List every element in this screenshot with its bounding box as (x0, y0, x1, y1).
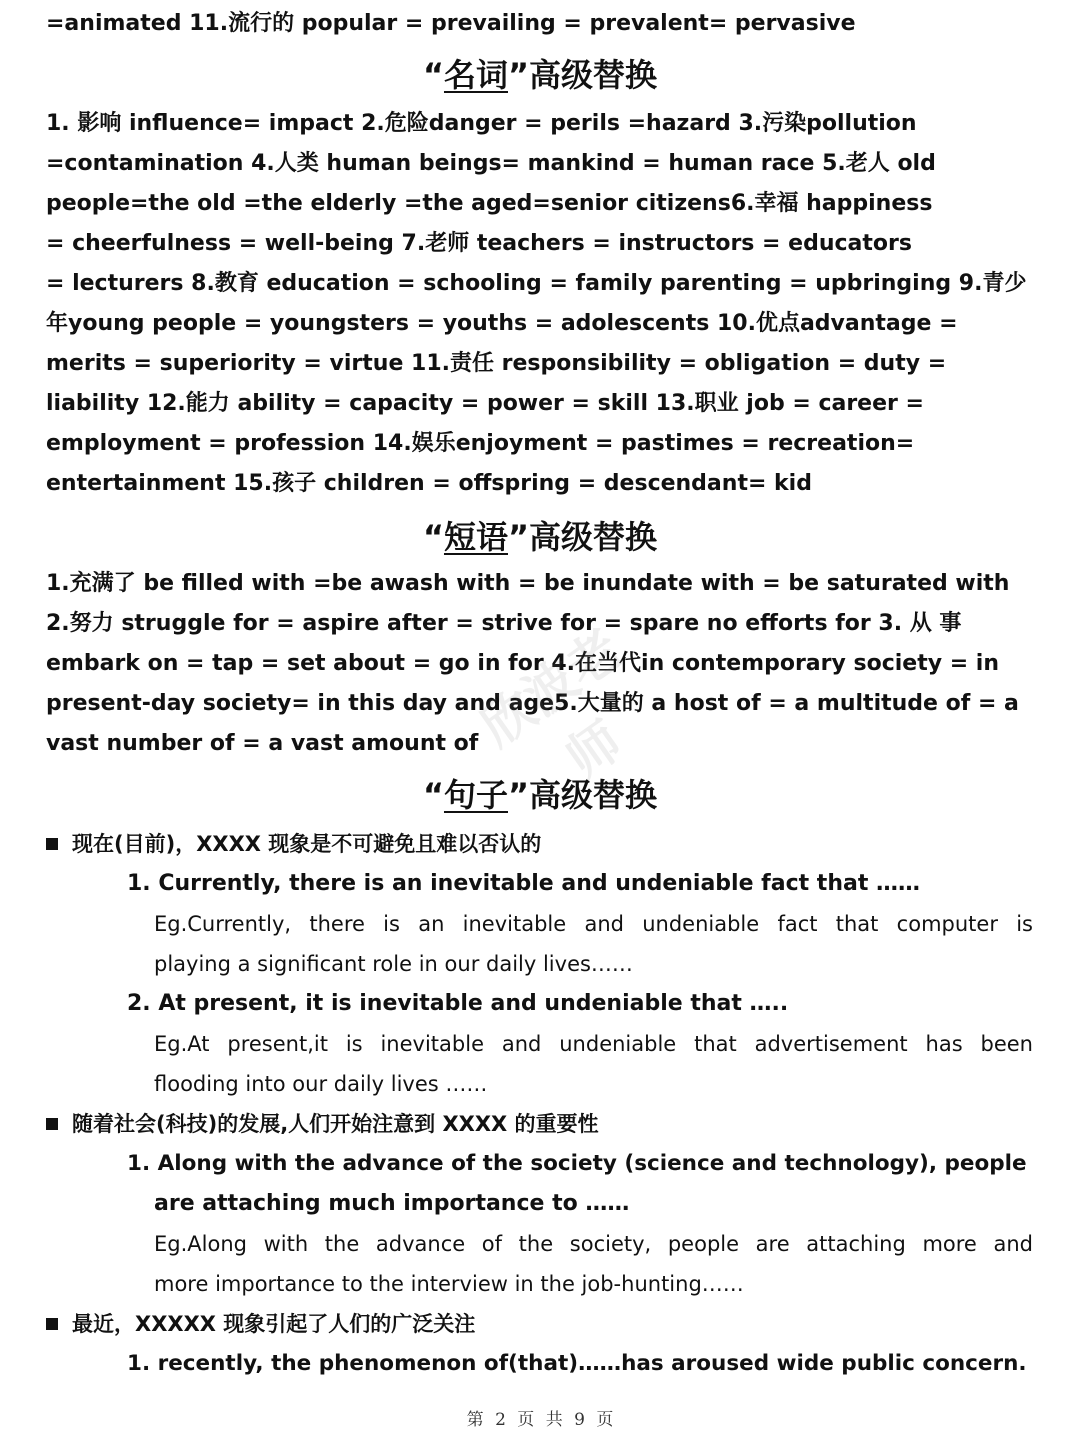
phrases-line: 1.充满了 be filled with =be awash with = be inundate with = be saturated with (46, 571, 1010, 596)
heading-quote-open: “ (422, 776, 444, 814)
phrases-heading (0, 512, 1080, 562)
sentence-pattern-continued: are attaching much importance to …… (154, 1191, 630, 1216)
nouns-line: merits = superiority = virtue 11.责任 responsibility = obligation = duty = (46, 351, 947, 376)
bullet-text: 最近，XXXXX 现象引起了人们的广泛关注 (72, 1312, 476, 1336)
nouns-heading (0, 50, 1080, 100)
square-bullet-icon (46, 838, 58, 850)
watermark-text: 欣波老师 (470, 619, 634, 790)
bullet-text: 随着社会(科技)的发展,人们开始注意到 XXXX 的重要性 (72, 1112, 599, 1136)
bullet-text: 现在(目前)，XXXX 现象是不可避免且难以否认的 (72, 832, 542, 856)
sentence-group-bullet (46, 824, 1036, 864)
example-line: playing a significant role in our daily lives…… (154, 952, 633, 976)
heading-underlined-word: 句子 (443, 776, 508, 814)
example-line: Eg.At present,it is inevitable and undeniable that advertisement has been (154, 1032, 1033, 1056)
heading-underlined-word: 名词 (443, 56, 508, 94)
phrases-line: 2.努力 struggle for = aspire after = strive for = spare no efforts for 3. 从 事 (46, 611, 962, 636)
sentence-group-bullet (46, 1104, 1036, 1144)
example-line: flooding into our daily lives …… (154, 1072, 488, 1096)
nouns-line: people=the old =the elderly =the aged=senior citizens6.幸福 happiness (46, 191, 933, 216)
sentence-pattern: 1. recently, the phenomenon of(that)……has aroused wide public concern. (127, 1351, 1027, 1376)
heading-quote-open: “ (422, 518, 444, 556)
heading-suffix: ”高级替换 (508, 776, 658, 814)
sentence-group-bullet (46, 1304, 1036, 1344)
page-footer: 第 2 页 共 9 页 (466, 1410, 614, 1430)
heading-underlined-word: 短语 (443, 518, 508, 556)
sentences-heading (0, 770, 1080, 820)
sentence-pattern: 1. Along with the advance of the society (science and technology), people (127, 1151, 1027, 1176)
nouns-line: entertainment 15.孩子 children = offspring = descendant= kid (46, 471, 812, 496)
nouns-line: liability 12.能力 ability = capacity = power = skill 13.职业 job = career = (46, 391, 924, 416)
heading-suffix: ”高级替换 (508, 56, 658, 94)
example-line: more importance to the interview in the job-hunting…… (154, 1272, 744, 1296)
phrases-line: embark on = tap = set about = go in for 4.在当代in contemporary society = in (46, 651, 1000, 676)
continued-adjectives-line: =animated 11.流行的 popular = prevailing = prevalent= pervasive (46, 11, 856, 36)
nouns-line: = cheerfulness = well-being 7.老师 teachers = instructors = educators (46, 231, 912, 256)
sentence-pattern: 1. Currently, there is an inevitable and undeniable fact that …… (127, 871, 921, 896)
phrases-line: present-day society= in this day and age5.大量的 a host of = a multitude of = a (46, 691, 1019, 716)
nouns-line: =contamination 4.人类 human beings= mankind = human race 5.老人 old (46, 151, 936, 176)
nouns-line: employment = profession 14.娱乐enjoyment = pastimes = recreation= (46, 431, 915, 456)
heading-suffix: ”高级替换 (508, 518, 658, 556)
nouns-line: 年young people = youngsters = youths = adolescents 10.优点advantage = (46, 311, 958, 336)
heading-quote-open: “ (422, 56, 444, 94)
nouns-line: 1. 影响 influence= impact 2.危险danger = perils =hazard 3.污染pollution (46, 111, 917, 136)
square-bullet-icon (46, 1318, 58, 1330)
square-bullet-icon (46, 1118, 58, 1130)
example-line: Eg.Currently, there is an inevitable and undeniable fact that computer is (154, 912, 1033, 936)
phrases-line: vast number of = a vast amount of (46, 731, 479, 756)
example-line: Eg.Along with the advance of the society, people are attaching more and (154, 1232, 1033, 1256)
nouns-line: = lecturers 8.教育 education = schooling = family parenting = upbringing 9.青少 (46, 271, 1027, 296)
sentence-pattern: 2. At present, it is inevitable and undeniable that ….. (127, 991, 789, 1016)
